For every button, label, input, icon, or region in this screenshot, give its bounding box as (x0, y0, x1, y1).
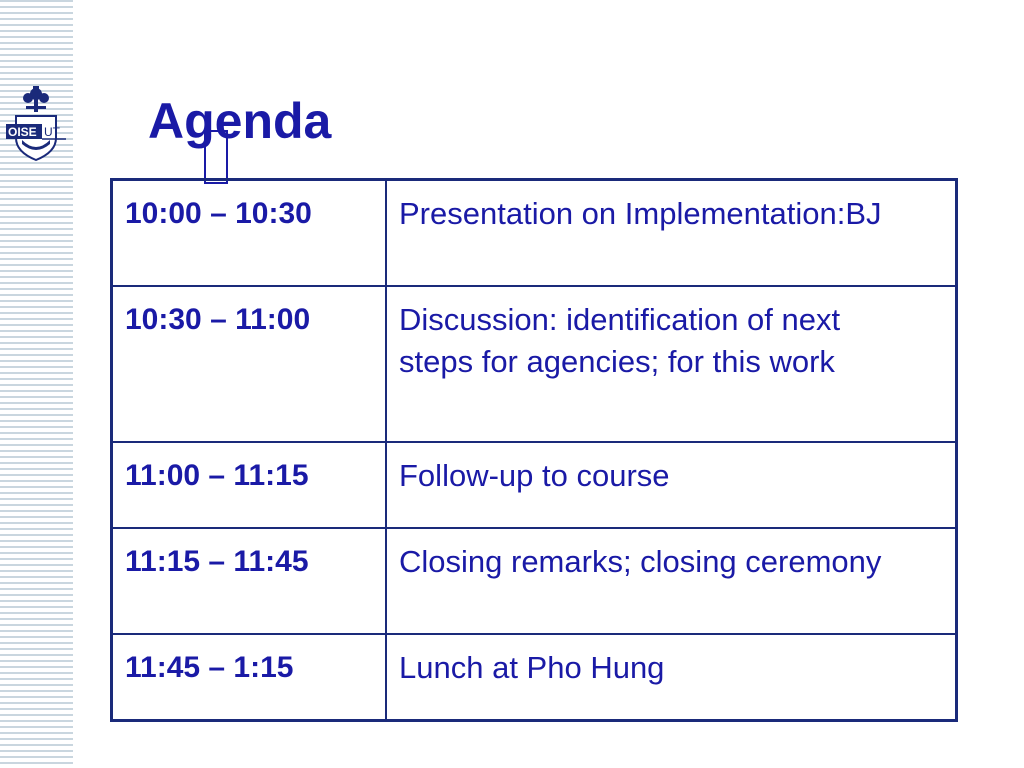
slide-title: Agenda (148, 93, 332, 149)
table-row (112, 442, 957, 528)
agenda-item: Closing remarks; closing ceremony (386, 528, 957, 634)
agenda-item: Presentation on Implementation:BJ (386, 180, 957, 287)
agenda-item: Discussion: identification of next steps for agencies; for this work (386, 286, 957, 442)
agenda-item: Lunch at Pho Hung (386, 634, 957, 721)
agenda-time: 10:00 – 10:30 (112, 180, 387, 287)
agenda-time: 11:45 – 1:15 (112, 634, 387, 721)
text-cursor-box (204, 130, 228, 184)
agenda-time: 11:00 – 11:15 (112, 442, 387, 528)
table-row (112, 528, 957, 634)
agenda-table (110, 178, 958, 722)
svg-text:OISE: OISE (8, 125, 37, 139)
agenda-time: 10:30 – 11:00 (112, 286, 387, 442)
table-row (112, 180, 957, 287)
table-row (112, 634, 957, 721)
agenda-time: 11:15 – 11:45 (112, 528, 387, 634)
table-row (112, 286, 957, 442)
oise-ut-crest-icon (2, 84, 70, 166)
agenda-item: Follow-up to course (386, 442, 957, 528)
svg-text:UT: UT (44, 125, 60, 139)
